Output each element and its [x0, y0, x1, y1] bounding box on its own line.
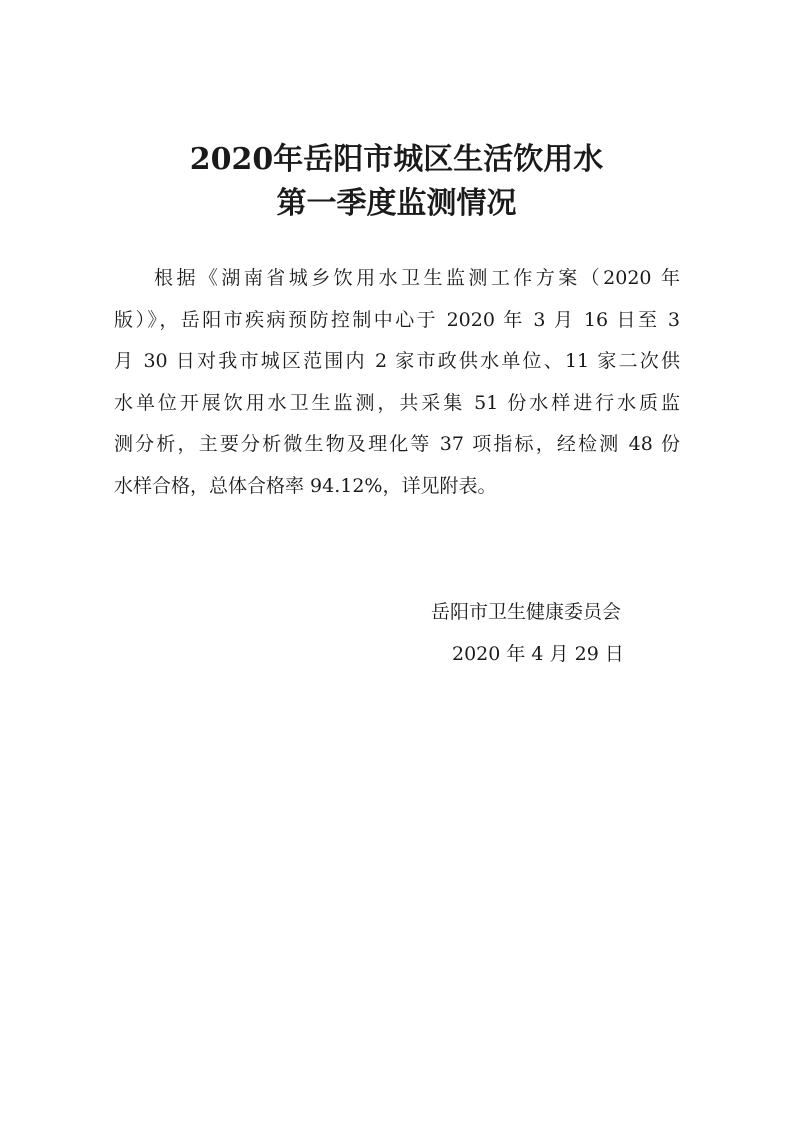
body-line-2: 版）》，岳阳市疾病预防控制中心于 2020 年 3 月 16 日至 3	[114, 308, 680, 331]
document-title-line-2: 第一季度监测情况	[276, 186, 517, 221]
body-line-3: 月 30 日对我市城区范围内 2 家市政供水单位、11 家二次供	[114, 350, 680, 372]
body-line-4: 水单位开展饮用水卫生监测，共采集 51 份水样进行水质监	[114, 391, 680, 414]
body-line-1: 根据《湖南省城乡饮用水卫生监测工作方案（2020 年	[154, 267, 680, 289]
signature-date: 2020 年 4 月 29 日	[452, 643, 624, 665]
signature-organization: 岳阳市卫生健康委员会	[431, 601, 622, 623]
document-title-line-1: 2020年岳阳市城区生活饮用水	[189, 142, 604, 177]
body-paragraph	[114, 258, 680, 507]
body-line-5: 测分析，主要分析微生物及理化等 37 项指标，经检测 48 份	[114, 433, 680, 455]
body-line-6: 水样合格，总体合格率 94.12%，详见附表。	[114, 474, 497, 497]
